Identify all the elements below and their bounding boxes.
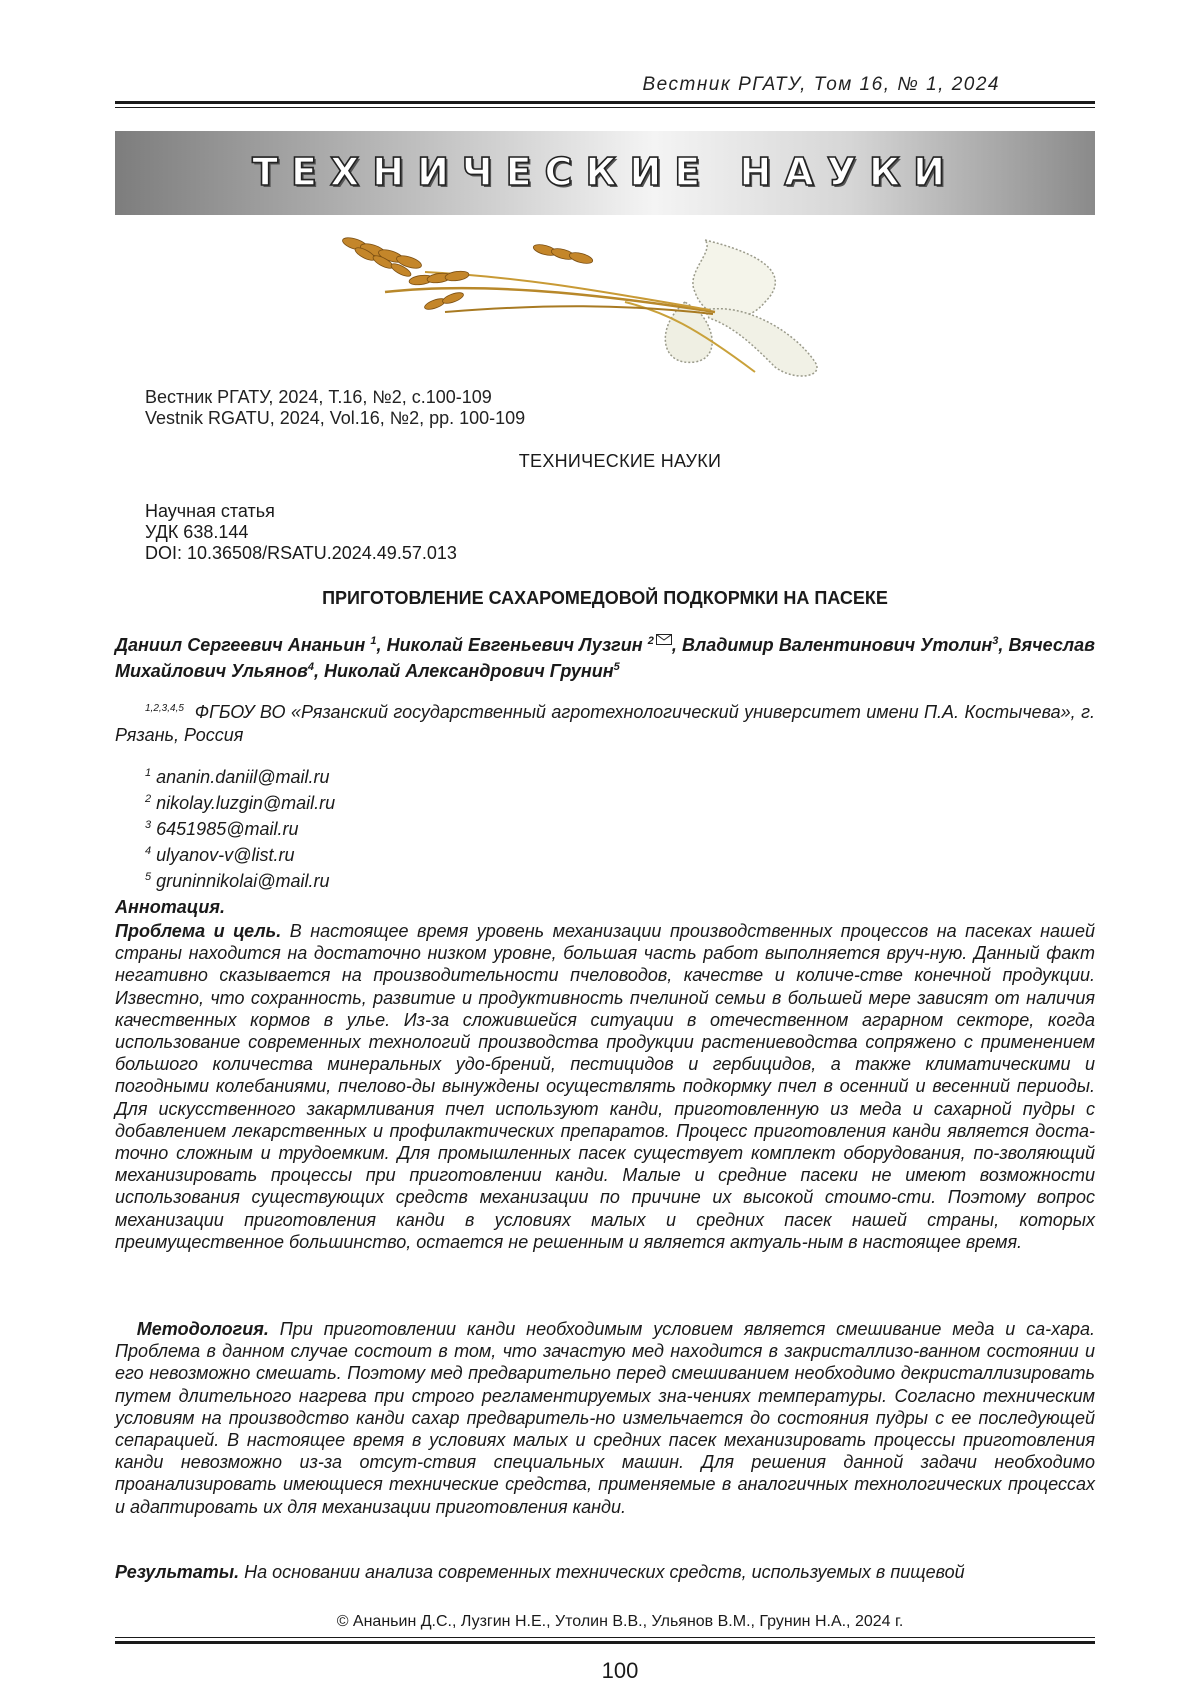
citation-en: Vestnik RGATU, 2024, Vol.16, №2, pp. 100-109 (145, 408, 526, 428)
email-sup: 5 (145, 871, 152, 883)
results-text: На основании анализа современных технических средств, используемых в пищевой (239, 1562, 965, 1582)
copyright: © Ананьин Д.С., Лузгин Н.Е., Утолин В.В., Ульянов В.М., Грунин Н.А., 2024 г. (336, 1613, 904, 1630)
annotation-heading: Аннотация. (115, 897, 225, 917)
page-number: 100 (601, 1658, 639, 1683)
banner-title: ТЕХНИЧЕСКИЕ НАУКИ (252, 150, 958, 194)
author-3: Владимир Валентинович Утолин (682, 635, 993, 655)
author-3-sup: 3 (992, 635, 999, 647)
article-type: Научная статья (145, 501, 275, 521)
envelope-icon (656, 634, 672, 645)
authors: Даниил Сергеевич Ананьин $^1$, Николай Евгеньевич Лузгин $^2$ , Владимир Валентинович Утолин$^3$, Вячеслав Михайлович Ульянов$^4$, Николай Александрович Грунин$^5$ (115, 635, 1095, 681)
methodology-text: При приготовлении канди необходимым условием является смешивание меда и са-хара. Проблема в данном случае состоит в том, что зачастую мед находится в закристаллизо-ванном состоянии и его невозможно смешать. Поэтому мед предварительно перед смешиванием необходимо декристаллизировать путем длительного нагрева при строго регламентируемых зна-чениях температуры. Согласно техническим условиям на производство канди сахар предваритель-но измельчается до состояния пудры с ее последующей сепарацией. В настоящее время в условиях малых и средних пасек механизировать процессы приготовления канди невозможно из-за отсут-ствия специальных машин. Для решения данной задачи необходимо проанализировать имеющиеся технические средства, применяемые в аналогичных технологических процессах и адаптировать их для механизации приготовления канди. (115, 1319, 1095, 1517)
abstract-problem (115, 920, 1095, 1253)
abstract-results (115, 1561, 1095, 1583)
author-2: Николай Евгеньевич Лузгин (386, 635, 643, 655)
affiliation-text: ФГБОУ ВО «Рязанский государственный агротехнологический университет имени П.А. Костычева», г. Рязань, Россия (115, 702, 1095, 745)
email-item (145, 788, 335, 814)
author-4-sup: 4 (307, 661, 314, 673)
section-title: ТЕХНИЧЕСКИЕ НАУКИ (518, 451, 722, 471)
author-5-sup: 5 (613, 661, 620, 673)
citation-ru: Вестник РГАТУ, 2024, Т.16, №2, с.100-109 (145, 387, 492, 407)
header-rule-thin (115, 107, 1095, 108)
email-list (145, 762, 335, 892)
abstract-methodology (115, 1318, 1095, 1518)
email-item (145, 814, 335, 840)
problem-text: В настоящее время уровень механизации производственных процессов на пасеках нашей страны находится на достаточно низком уровне, большая часть работ выполняется вруч-ную. Данный факт негативно сказывается на производительности пчеловодов, качестве и количе-стве конечной продукции. Известно, что сохранность, развитие и продуктивность пчелиной семьи в большей мере зависят от наличия качественных кормов в улье. Из-за сложившейся ситуации в отечественном аграрном секторе, когда использование современных технологий производства продукции растениеводства сопряжено с применением большого количества минеральных удо-брений, пестицидов и гербицидов, а также климатическими и погодными колебаниями, пчелово-ды вынуждены осуществлять подкормку пчел в осенний и весенний периоды. Для искусственного закармливания пчел используют канди, приготовленную из меда и сахарной пудры с добавлением лекарственных и профилактических препаратов. Процесс приготовления канди является доста-точно сложным и трудоемким. Для промышленных пасек существует комплект оборудования, по-зволяющий механизировать процессы при приготовлении канди. Малые и средние пасеки не имеют возможности использования существующих средств механизации по причине их высокой стоимо-сти. Поэтому вопрос механизации приготовления канди в условиях малых и средних пасек нашей страны, которых преимущественное большинство, остается не решенным и является актуаль-ным в настоящее время. (115, 921, 1095, 1252)
footer-rule (115, 1641, 1095, 1644)
udk: УДК 638.144 (145, 522, 249, 542)
email-item (145, 840, 335, 866)
email-sup: 3 (145, 819, 152, 831)
doi: DOI: 10.36508/RSATU.2024.49.57.013 (145, 543, 457, 563)
header-rule (115, 101, 1095, 104)
email-address[interactable]: gruninnikolai@mail.ru (156, 871, 330, 891)
methodology-label: Методология. (136, 1319, 269, 1339)
email-item (145, 762, 335, 788)
wheat-ribbon-illustration (325, 232, 885, 384)
results-label: Результаты. (115, 1562, 240, 1582)
affiliation (115, 697, 1095, 747)
author-5: Николай Александрович Грунин (323, 661, 614, 681)
email-sup: 2 (145, 793, 152, 805)
email-address[interactable]: 6451985@mail.ru (156, 819, 299, 839)
email-sup: 1 (145, 767, 152, 779)
article-title: ПРИГОТОВЛЕНИЕ САХАРОМЕДОВОЙ ПОДКОРМКИ НА ПАСЕКЕ (322, 588, 888, 608)
author-1: Даниил Сергеевич Ананьин (115, 635, 366, 655)
problem-label: Проблема и цель. (115, 921, 282, 941)
journal-header: Вестник РГАТУ, Том 16, № 1, 2024 (642, 74, 1000, 95)
email-sup: 4 (145, 845, 152, 857)
email-address[interactable]: nikolay.luzgin@mail.ru (156, 793, 336, 813)
affiliation-sup: 1,2,3,4,5 (145, 703, 184, 714)
author-1-sup: 1 (370, 635, 377, 647)
author-2-sup: 2 (647, 635, 654, 647)
author-4: Вячеслав Михайлович Ульянов (115, 635, 1095, 681)
footer-rule-thin (115, 1637, 1095, 1638)
email-address[interactable]: ananin.daniil@mail.ru (156, 767, 330, 787)
email-address[interactable]: ulyanov-v@list.ru (156, 845, 295, 865)
email-item (145, 866, 335, 892)
